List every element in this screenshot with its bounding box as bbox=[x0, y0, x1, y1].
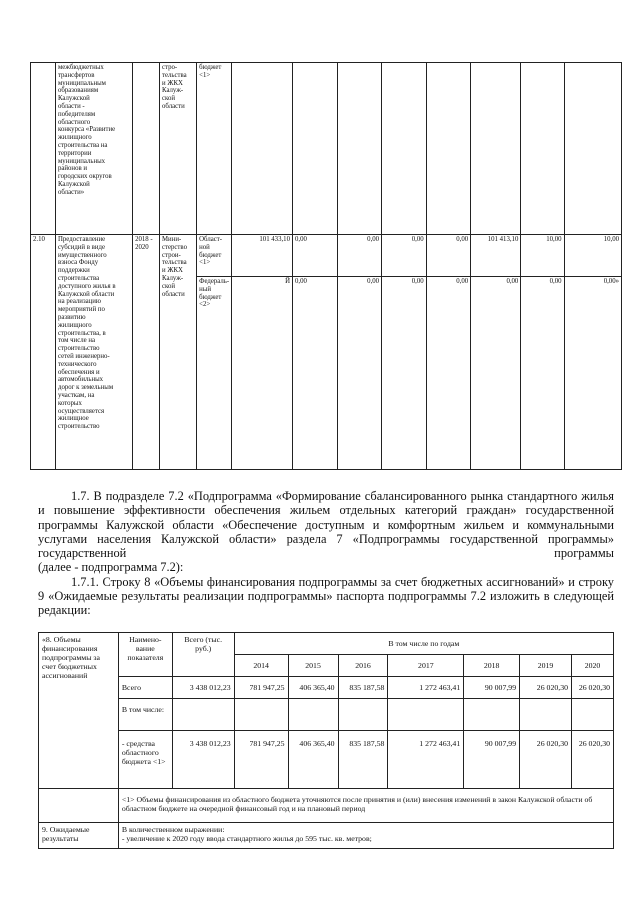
header-year-cell: 2017 bbox=[388, 655, 464, 677]
value-cell: 101 433,10 bbox=[232, 235, 293, 277]
text-line: образованиям bbox=[57, 87, 99, 95]
text-line: <1> bbox=[199, 71, 211, 79]
value-cell bbox=[292, 63, 337, 235]
value-cell: 0,00 bbox=[382, 235, 427, 277]
text-line: строительства bbox=[57, 274, 100, 282]
text-line: Калужской bbox=[57, 180, 90, 188]
row-label-cell: В том числе: bbox=[118, 699, 172, 731]
header-years-group-cell: В том числе по годам bbox=[234, 633, 613, 655]
footnote-cell: <1> Объемы финансирования из областного бюджета уточняются после принятия и (или) внесения изменений в закон Калужской области об областном бюджете на очередной финансовый год и на плановый период bbox=[118, 789, 613, 823]
executor-cell bbox=[160, 235, 197, 470]
empty-cell bbox=[571, 699, 613, 731]
executor-cell bbox=[160, 63, 197, 235]
text-line: Област- bbox=[199, 236, 222, 243]
text-line: 2020 bbox=[135, 243, 149, 251]
results-line: В количественном выражении: bbox=[121, 825, 225, 834]
source-cell bbox=[197, 63, 232, 235]
amendment-text bbox=[38, 489, 614, 618]
paragraph-1-7-end: (далее - подпрограмма 7.2): bbox=[38, 560, 184, 575]
empty-cell bbox=[388, 699, 464, 731]
table-row bbox=[39, 677, 614, 699]
text-line: дорог к земельным bbox=[57, 384, 114, 392]
table-row bbox=[39, 823, 614, 849]
program-activities-table bbox=[30, 62, 622, 470]
text-line: Калуж- bbox=[162, 87, 184, 95]
text-line: области bbox=[162, 102, 185, 110]
value-cell: 26 020,30 bbox=[520, 677, 572, 699]
text-line: Калужской bbox=[57, 95, 90, 103]
text-line: области bbox=[162, 290, 185, 298]
activity-name-cell bbox=[55, 235, 132, 470]
text-line: территории bbox=[57, 149, 92, 157]
value-cell bbox=[382, 63, 427, 235]
source-cell bbox=[197, 277, 232, 470]
value-cell: 781 947,25 bbox=[234, 731, 288, 789]
text-line: ный bbox=[199, 285, 211, 293]
value-cell: 406 365,40 bbox=[288, 731, 338, 789]
text-line: городских округов bbox=[57, 173, 112, 181]
table-row bbox=[31, 235, 622, 277]
text-line: развитию bbox=[57, 313, 86, 321]
value-cell: 0,00 bbox=[337, 277, 382, 470]
row8-label-cell: «8. Объемы финансирования подпрограммы за счет бюджетных ассигнований bbox=[39, 633, 119, 789]
row-number-cell bbox=[31, 63, 56, 235]
text-line: на реализацию bbox=[57, 298, 101, 306]
text-line: Мини- bbox=[162, 236, 182, 243]
value-cell: 90 007,99 bbox=[464, 731, 520, 789]
text-line: стро- bbox=[162, 64, 178, 71]
total-cell: 3 438 012,23 bbox=[172, 677, 234, 699]
text-line: районов и bbox=[57, 165, 88, 173]
row-label-cell: Всего bbox=[118, 677, 172, 699]
value-cell: 835 187,58 bbox=[338, 677, 388, 699]
value-cell: 1 272 463,41 bbox=[388, 677, 464, 699]
value-cell: 0,00 bbox=[382, 277, 427, 470]
value-cell: 0,00 bbox=[426, 277, 471, 470]
text-line: 2018 - bbox=[135, 236, 153, 243]
paragraph-1-7-1: 1.7.1. Строку 8 «Объемы финансирования подпрограммы за счет бюджетных ассигнований» и строку 9 «Ожидаемые результаты реализации подпрограммы» паспорта подпрограммы 7.2 изложить в следующей редакции: bbox=[38, 574, 614, 618]
activity-name-cell bbox=[55, 63, 132, 235]
text-line: обеспечения и bbox=[57, 368, 100, 376]
text-line: жилищного bbox=[57, 321, 92, 329]
text-line: ной bbox=[199, 243, 210, 251]
text-line: ской bbox=[162, 95, 176, 103]
text-line: конкурса «Развитие bbox=[57, 126, 116, 134]
empty-cell bbox=[172, 699, 234, 731]
text-line: и ЖКХ bbox=[162, 267, 183, 275]
value-cell: 10,00 bbox=[521, 235, 564, 277]
text-line: бюджет bbox=[199, 64, 222, 71]
value-cell: 781 947,25 bbox=[234, 677, 288, 699]
header-year-cell: 2018 bbox=[464, 655, 520, 677]
text-line: строительство bbox=[57, 423, 100, 431]
period-cell bbox=[133, 63, 160, 235]
text-line: сетей инженерно- bbox=[57, 352, 110, 360]
text-line: субсидий в виде bbox=[57, 243, 105, 251]
text-line: которых bbox=[57, 399, 82, 407]
text-line: областного bbox=[57, 118, 91, 126]
value-cell: 26 020,30 bbox=[571, 677, 613, 699]
text-line: том числе на bbox=[57, 337, 95, 345]
empty-cell bbox=[464, 699, 520, 731]
value-cell: 10,00 bbox=[564, 235, 622, 277]
text-line: автомобильных bbox=[57, 376, 104, 384]
text-line: технического bbox=[57, 360, 97, 368]
text-line: строительства на bbox=[57, 141, 108, 149]
text-line: победителям bbox=[57, 110, 96, 118]
value-cell: 0,00» bbox=[564, 277, 622, 470]
text-line: мероприятий по bbox=[57, 306, 105, 314]
text-line: ской bbox=[162, 282, 176, 290]
header-year-cell: 2014 bbox=[234, 655, 288, 677]
text-line: области - bbox=[57, 102, 85, 110]
value-cell: Й bbox=[232, 277, 293, 470]
table-row bbox=[39, 699, 614, 731]
value-cell: 0,00 bbox=[471, 277, 521, 470]
row9-label-cell: 9. Ожидаемые результаты bbox=[39, 823, 119, 849]
empty-cell bbox=[234, 699, 288, 731]
value-cell: 90 007,99 bbox=[464, 677, 520, 699]
text-line: Калужской области bbox=[57, 290, 115, 298]
text-line: муниципальным bbox=[57, 79, 106, 87]
table-row bbox=[31, 63, 622, 235]
text-line: жилищного bbox=[57, 134, 92, 142]
value-cell bbox=[521, 63, 564, 235]
header-name-cell: Наимено-вание показателя bbox=[118, 633, 172, 677]
text-line: стерство bbox=[162, 243, 187, 251]
text-line: доступного жилья в bbox=[57, 282, 116, 290]
text-line: имущественного bbox=[57, 251, 107, 259]
value-cell: 406 365,40 bbox=[288, 677, 338, 699]
text-line: строительство bbox=[57, 345, 100, 353]
value-cell bbox=[337, 63, 382, 235]
paragraph-1-7: 1.7. В подразделе 7.2 «Подпрограмма «Формирование сбалансированного рынка стандартного жилья и повышение эффективности обеспечения жильем отдельных категорий граждан» государственной программы Калужской области «Обеспечение доступным и комфортным жильем и коммунальными услугами населения Калужской области» раздела 7 «Подпрограммы государственной программы» государственной программы bbox=[38, 489, 614, 561]
table-row bbox=[39, 789, 614, 823]
row9-results-cell bbox=[118, 823, 613, 849]
value-cell: 0,00 bbox=[292, 277, 337, 470]
text-line: Предоставление bbox=[57, 236, 106, 243]
period-cell bbox=[133, 235, 160, 470]
value-cell: 26 020,30 bbox=[520, 731, 572, 789]
value-cell: 1 272 463,41 bbox=[388, 731, 464, 789]
header-total-cell: Всего (тыс. руб.) bbox=[172, 633, 234, 677]
header-year-cell: 2016 bbox=[338, 655, 388, 677]
text-line: Калуж- bbox=[162, 274, 184, 282]
text-line: поддержки bbox=[57, 267, 90, 275]
row-label-cell: - средства областного бюджета <1> bbox=[118, 731, 172, 789]
value-cell: 0,00 bbox=[292, 235, 337, 277]
table-row bbox=[39, 731, 614, 789]
text-line: строительства, в bbox=[57, 329, 106, 337]
text-line: Федераль- bbox=[199, 278, 230, 285]
empty-cell bbox=[338, 699, 388, 731]
text-line: участкам, на bbox=[57, 391, 95, 399]
header-year-cell: 2019 bbox=[520, 655, 572, 677]
text-line: <1> bbox=[199, 259, 211, 267]
value-cell bbox=[471, 63, 521, 235]
text-line: взноса Фонду bbox=[57, 259, 99, 267]
text-line: межбюджетных bbox=[57, 64, 104, 71]
text-line: трансфертов bbox=[57, 71, 95, 79]
empty-cell bbox=[520, 699, 572, 731]
text-line: жилищное bbox=[57, 415, 89, 423]
source-cell bbox=[197, 235, 232, 277]
value-cell: 26 020,30 bbox=[571, 731, 613, 789]
empty-cell bbox=[39, 789, 119, 823]
subprogram-passport-table bbox=[38, 632, 614, 849]
header-year-cell: 2015 bbox=[288, 655, 338, 677]
value-cell bbox=[232, 63, 293, 235]
table-row bbox=[39, 633, 614, 655]
text-line: осуществляется bbox=[57, 407, 105, 415]
text-line: тельства bbox=[162, 71, 187, 79]
text-line: тельства bbox=[162, 259, 187, 267]
value-cell: 0,00 bbox=[521, 277, 564, 470]
value-cell bbox=[426, 63, 471, 235]
text-line: строи- bbox=[162, 251, 181, 259]
text-line: области» bbox=[57, 188, 85, 196]
header-year-cell: 2020 bbox=[571, 655, 613, 677]
total-cell: 3 438 012,23 bbox=[172, 731, 234, 789]
empty-cell bbox=[288, 699, 338, 731]
results-line: - увеличение к 2020 году ввода стандартного жилья до 595 тыс. кв. метров; bbox=[121, 834, 372, 843]
text-line: бюджет bbox=[199, 293, 222, 301]
text-line: муниципальных bbox=[57, 157, 106, 165]
value-cell: 101 413,10 bbox=[471, 235, 521, 277]
text-line: бюджет bbox=[199, 251, 222, 259]
value-cell: 0,00 bbox=[337, 235, 382, 277]
value-cell: 835 187,58 bbox=[338, 731, 388, 789]
value-cell: 0,00 bbox=[426, 235, 471, 277]
text-line: <2> bbox=[199, 301, 211, 309]
value-cell bbox=[564, 63, 622, 235]
row-number-cell: 2.10 bbox=[31, 235, 56, 470]
text-line: и ЖКХ bbox=[162, 79, 183, 87]
